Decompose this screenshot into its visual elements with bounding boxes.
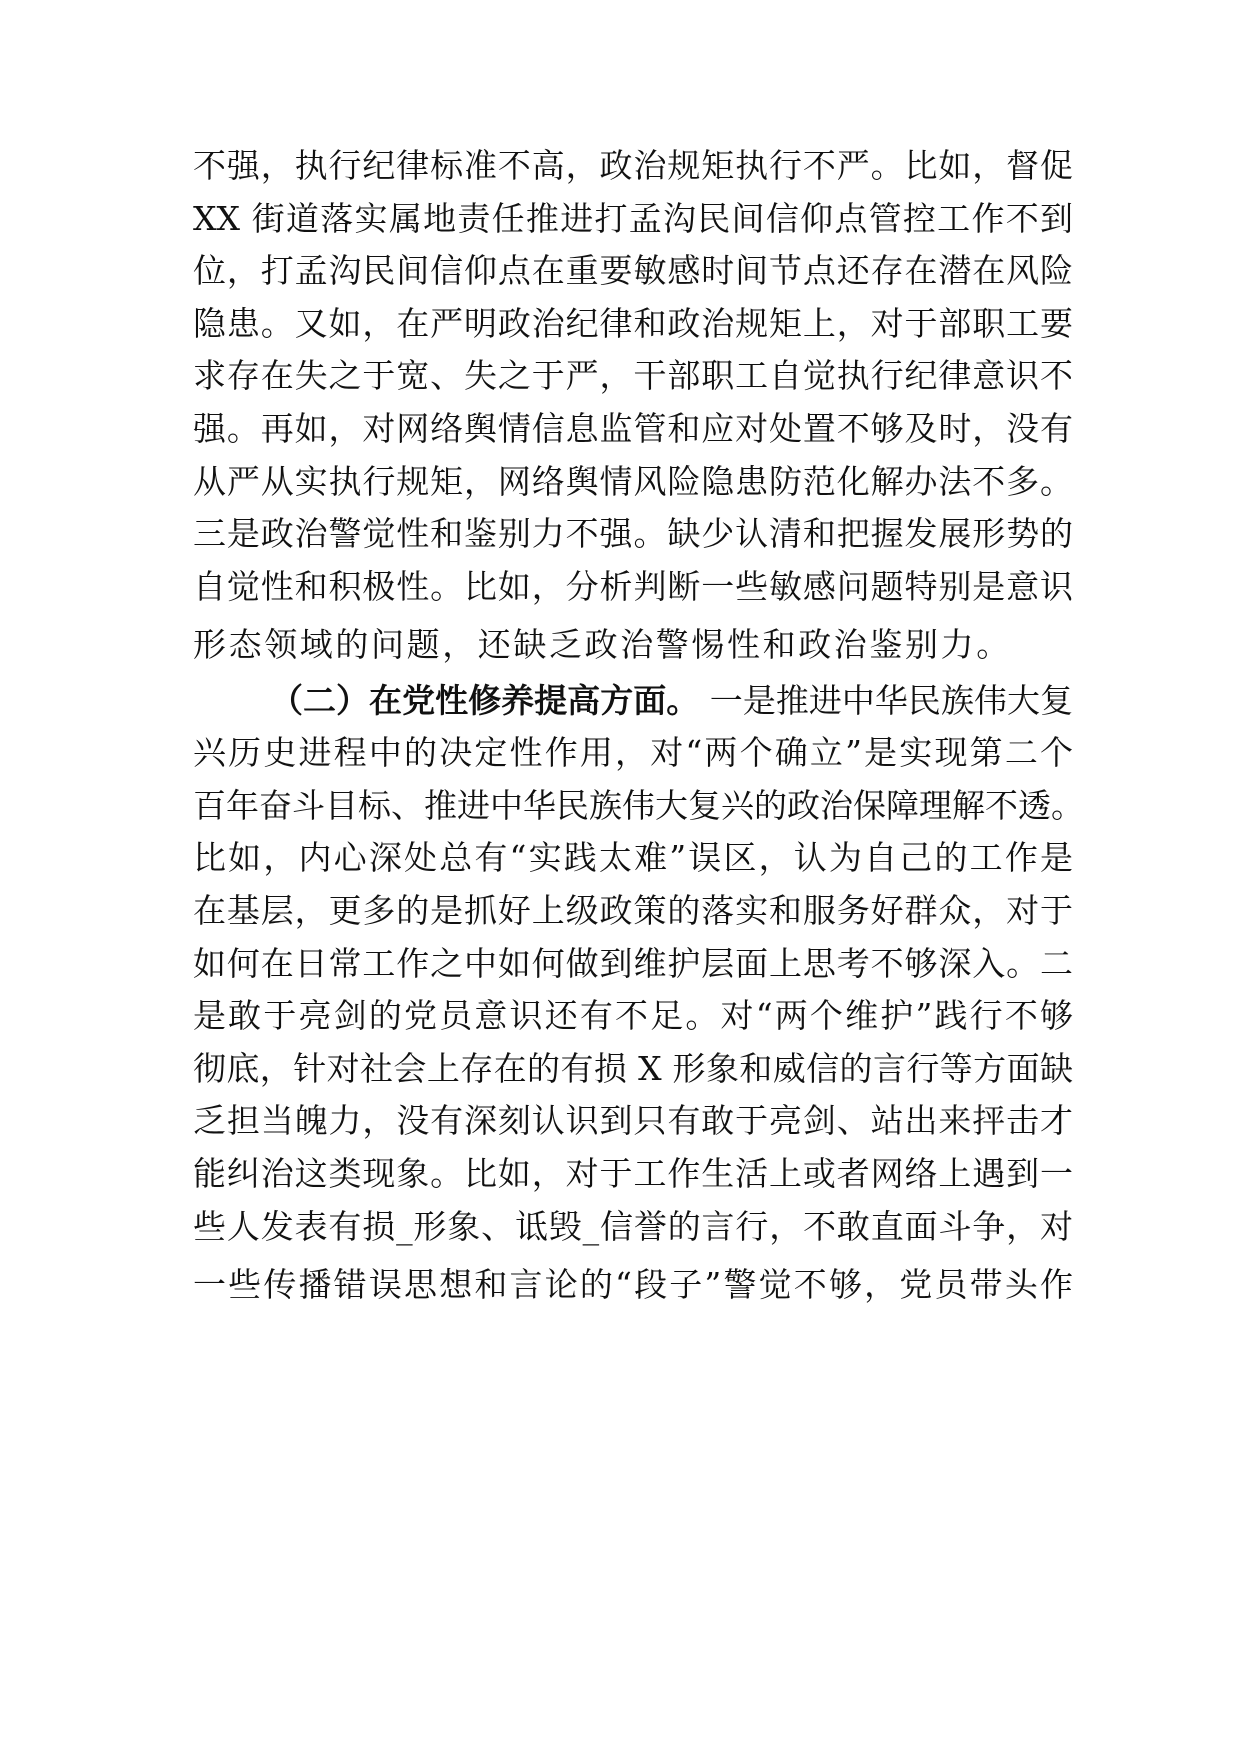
body-text-line: 如何在日常工作之中如何做到维护层面上思考不够深入。二 bbox=[193, 944, 1073, 983]
section-heading-line bbox=[270, 673, 1073, 729]
body-text-line: 些人发表有损_形象、诋毁_信誉的言行，不敢直面斗争，对 bbox=[193, 1207, 1073, 1246]
body-text-line: 从严从实执行规矩，网络舆情风险隐患防范化解办法不多。 bbox=[193, 462, 1073, 501]
body-text-line: 兴历史进程中的决定性作用，对“两个确立”是实现第二个 bbox=[193, 733, 1073, 772]
body-text-line: 强。再如，对网络舆情信息监管和应对处置不够及时，没有 bbox=[193, 409, 1073, 448]
body-text-line: 乏担当魄力，没有深刻认识到只有敢于亮剑、站出来抨击才 bbox=[193, 1101, 1073, 1140]
heading-line-text: 一是推进中华民族伟大复 bbox=[709, 681, 1074, 720]
section-heading: （二）在党性修养提高方面。 bbox=[270, 681, 700, 720]
body-text-line: 百年奋斗目标、推进中华民族伟大复兴的政治保障理解不透。 bbox=[193, 786, 1084, 825]
body-text-line: 不强，执行纪律标准不高，政治规矩执行不严。比如，督促 bbox=[193, 146, 1073, 185]
body-text-line: 在基层，更多的是抓好上级政策的落实和服务好群众，对于 bbox=[193, 891, 1073, 930]
body-text-line: 位，打孟沟民间信仰点在重要敏感时间节点还存在潜在风险 bbox=[193, 251, 1073, 290]
body-text-line: 一些传播错误思想和言论的“段子”警觉不够，党员带头作 bbox=[193, 1265, 1073, 1304]
body-text-line: 能纠治这类现象。比如，对于工作生活上或者网络上遇到一 bbox=[193, 1154, 1073, 1193]
body-text-line: 彻底，针对社会上存在的有损 X 形象和威信的言行等方面缺 bbox=[193, 1049, 1073, 1088]
body-text-line: 比如，内心深处总有“实践太难”误区，认为自己的工作是 bbox=[193, 838, 1073, 877]
body-text-line: 形态领域的问题，还缺乏政治警惕性和政治鉴别力。 bbox=[193, 625, 1012, 664]
body-text-line: 求存在失之于宽、失之于严，干部职工自觉执行纪律意识不 bbox=[193, 356, 1073, 395]
body-text-line: 三是政治警觉性和鉴别力不强。缺少认清和把握发展形势的 bbox=[193, 514, 1073, 553]
body-text-line: 自觉性和积极性。比如，分析判断一些敏感问题特别是意识 bbox=[193, 567, 1073, 606]
body-text-line: 是敢于亮剑的党员意识还有不足。对“两个维护”践行不够 bbox=[193, 996, 1073, 1035]
body-text-line: XX 街道落实属地责任推进打孟沟民间信仰点管控工作不到 bbox=[193, 199, 1073, 238]
body-text-line: 隐患。又如，在严明政治纪律和政治规矩上，对于部职工要 bbox=[193, 304, 1073, 343]
